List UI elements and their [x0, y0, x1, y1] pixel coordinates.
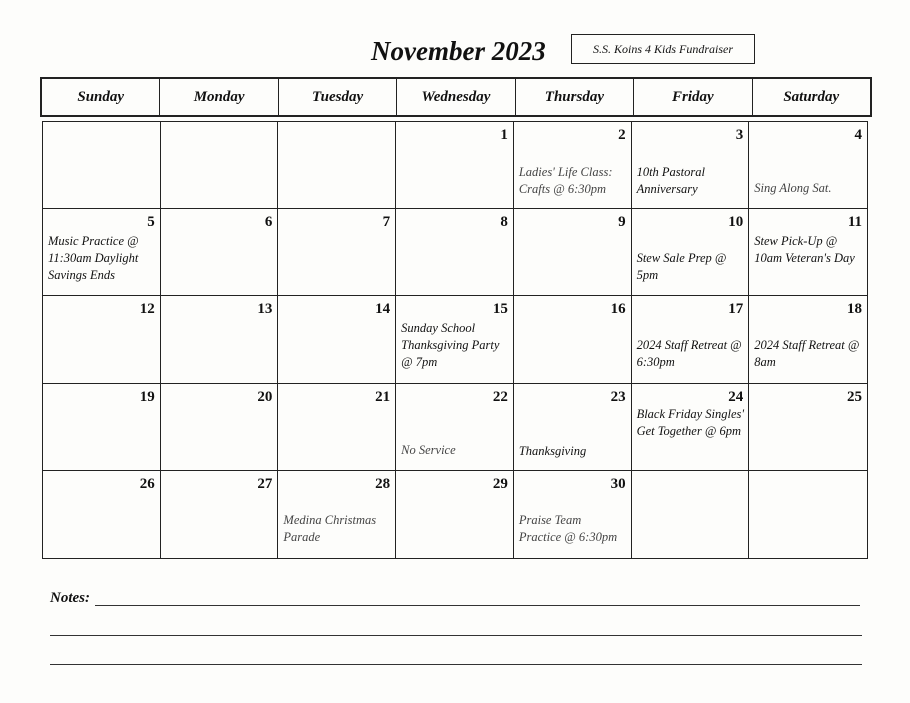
day-cell-empty: [749, 471, 867, 558]
day-number: 3: [735, 127, 744, 143]
day-cell: [278, 209, 396, 296]
day-number: 27: [257, 475, 273, 492]
day-event: Thanksgiving: [518, 443, 587, 458]
day-cell: [278, 296, 396, 383]
day-cell: [514, 471, 632, 558]
day-number: 9: [618, 214, 626, 231]
day-cell: [749, 122, 867, 209]
weekday-wednesday: Wednesday: [396, 79, 514, 115]
day-event: Sunday School Thanksgiving Party @ 7pm: [401, 321, 500, 370]
weekday-header: [40, 77, 872, 117]
day-cell: [396, 209, 514, 296]
day-cell: [161, 384, 279, 471]
day-event: 10th Pastoral Anniversary: [636, 165, 705, 196]
day-event: Medina Christmas Parade: [283, 512, 377, 544]
day-number: 24: [728, 388, 744, 405]
notes-line: [95, 605, 860, 606]
day-number: 2: [618, 127, 626, 143]
fundraiser-box: S.S. Koins 4 Kids Fundraiser: [571, 34, 755, 64]
day-cell: [278, 384, 396, 471]
day-number: 17: [728, 301, 744, 318]
day-number: 11: [847, 214, 862, 231]
day-event: Praise Team Practice @ 6:30pm: [518, 512, 618, 544]
day-cell: [514, 122, 632, 209]
day-event: Music Practice @ 11:30am Daylight Savings Ends: [48, 234, 139, 283]
day-cell-empty: [43, 122, 161, 209]
day-cell: [514, 209, 632, 296]
day-cell: [632, 384, 750, 471]
day-number: 23: [610, 388, 626, 405]
day-number: 8: [500, 214, 508, 231]
day-number: 26: [139, 475, 155, 492]
day-cell: [749, 384, 867, 471]
day-cell: [749, 296, 867, 383]
day-cell: [396, 122, 514, 209]
day-number: 29: [492, 475, 508, 492]
day-event: Sing Along Sat.: [754, 181, 832, 195]
notes-line: [50, 635, 862, 636]
day-event: Stew Pick-Up @ 10am Veteran's Day: [754, 234, 855, 266]
day-number: 10: [728, 214, 744, 231]
weekday-monday: Monday: [159, 79, 277, 115]
day-event: Stew Sale Prep @ 5pm: [636, 251, 727, 283]
day-cell: [161, 209, 279, 296]
weekday-sunday: Sunday: [77, 88, 125, 105]
day-number: 5: [147, 214, 155, 231]
day-cell: [514, 384, 632, 471]
weekday-thursday: Thursday: [515, 79, 633, 115]
day-cell: [749, 209, 867, 296]
day-number: 14: [375, 301, 391, 318]
day-number: 13: [257, 301, 273, 318]
day-cell: [396, 471, 514, 558]
notes-line: [50, 664, 862, 665]
day-number: 15: [492, 301, 508, 318]
day-cell: [43, 471, 161, 558]
day-cell: [161, 471, 279, 558]
day-number: 30: [610, 475, 626, 492]
day-cell: [632, 122, 750, 209]
day-number: 4: [854, 127, 862, 143]
day-number: 1: [500, 127, 508, 143]
day-number: 20: [257, 388, 273, 405]
day-number: 16: [610, 301, 626, 318]
notes-label: Notes:: [50, 590, 90, 606]
day-number: 6: [264, 214, 273, 231]
weekday-friday: Friday: [633, 79, 751, 115]
day-number: 21: [375, 388, 391, 405]
day-number: 25: [847, 388, 862, 405]
day-event: 2024 Staff Retreat @ 8am: [754, 338, 860, 370]
day-number: 28: [375, 475, 391, 492]
day-number: 18: [847, 301, 862, 318]
day-cell: [43, 296, 161, 383]
day-cell-empty: [161, 122, 279, 209]
day-cell: [43, 384, 161, 471]
day-number: 7: [382, 214, 391, 231]
day-cell: [43, 209, 161, 296]
day-cell: [514, 296, 632, 383]
calendar-grid: [42, 121, 868, 559]
day-cell: [396, 384, 514, 471]
day-cell-empty: [278, 122, 396, 209]
day-event: 2024 Staff Retreat @ 6:30pm: [636, 338, 742, 370]
day-cell: [632, 296, 750, 383]
day-cell: [278, 471, 396, 558]
day-number: 12: [139, 301, 155, 318]
day-event: No Service: [401, 442, 456, 457]
day-cell: [161, 296, 279, 383]
day-event: Ladies' Life Class: Crafts @ 6:30pm: [518, 165, 613, 196]
day-cell: [396, 296, 514, 383]
day-cell-empty: [632, 471, 750, 558]
day-number: 19: [139, 388, 155, 405]
day-cell: [632, 209, 750, 296]
weekday-tuesday: Tuesday: [278, 79, 396, 115]
day-number: 22: [492, 388, 508, 405]
weekday-saturday: Saturday: [752, 79, 870, 115]
day-event: Black Friday Singles' Get Together @ 6pm: [636, 406, 745, 438]
calendar-title: November 2023: [371, 36, 546, 66]
